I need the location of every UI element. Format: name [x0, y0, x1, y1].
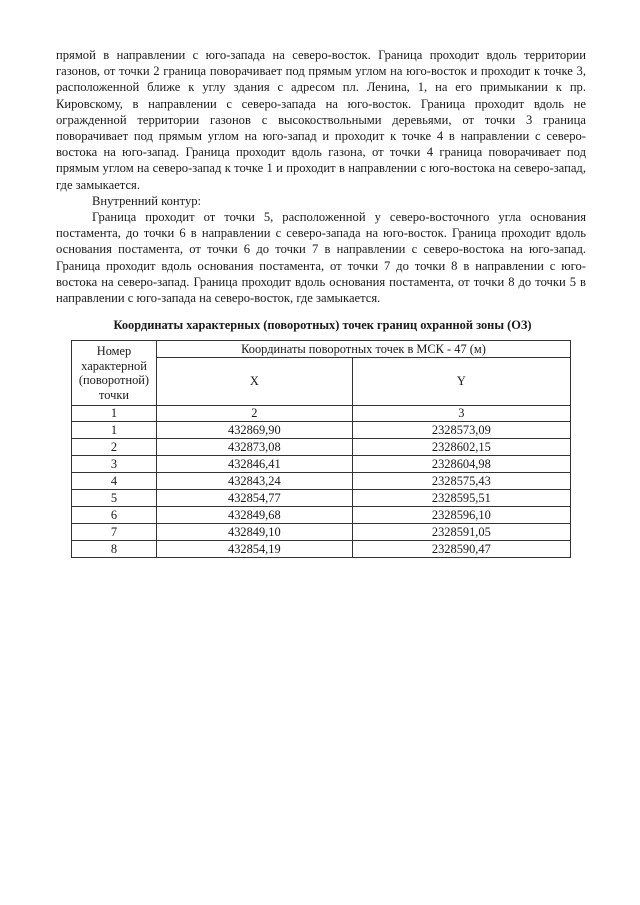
- column-index-cell: 1: [72, 406, 157, 422]
- coordinates-group-header: Координаты поворотных точек в МСК - 47 (м): [157, 341, 571, 358]
- table-row: [72, 439, 571, 456]
- point-number-cell: 8: [72, 541, 157, 558]
- x-coordinate-cell: 432849,68: [157, 507, 353, 524]
- x-coordinate-cell: 432873,08: [157, 439, 353, 456]
- column-index-cell: 3: [352, 406, 570, 422]
- table-row: [72, 541, 571, 558]
- table-row: [72, 456, 571, 473]
- y-coordinate-cell: 2328590,47: [352, 541, 570, 558]
- table-header-row: [72, 341, 571, 358]
- y-coordinate-cell: 2328591,05: [352, 524, 570, 541]
- x-coordinate-cell: 432854,19: [157, 541, 353, 558]
- table-row: [72, 490, 571, 507]
- x-coordinate-cell: 432849,10: [157, 524, 353, 541]
- y-column-header: Y: [352, 358, 570, 406]
- point-number-cell: 6: [72, 507, 157, 524]
- table-title: Координаты характерных (поворотных) точек границ охранной зоны (ОЗ): [113, 318, 532, 332]
- inner-contour-heading: Внутренний контур:: [92, 193, 202, 208]
- table-row: [72, 524, 571, 541]
- y-coordinate-cell: 2328575,43: [352, 473, 570, 490]
- y-coordinate-cell: 2328573,09: [352, 422, 570, 439]
- column-index-cell: 2: [157, 406, 353, 422]
- point-number-header: Номер характерной (поворотной) точки: [72, 341, 157, 406]
- x-column-header: X: [157, 358, 353, 406]
- coordinates-table: [71, 340, 571, 558]
- body-text: [56, 47, 586, 306]
- point-number-cell: 1: [72, 422, 157, 439]
- point-number-cell: 7: [72, 524, 157, 541]
- point-number-cell: 5: [72, 490, 157, 507]
- table-row: [72, 473, 571, 490]
- table-row: [72, 422, 571, 439]
- table-row: [72, 507, 571, 524]
- paragraph-inner-contour: Граница проходит от точки 5, расположенной у северо-восточного угла основания постамента, до точки 6 в направлении с северо-запада на юго-восток. Граница проходит вдоль основания постамента, от точки 6 до точки 7 в направлении с северо-востока на юго-запад. Граница проходит вдоль основания постамента, от точки 7 до точки 8 в направлении с юго-востока на северо-запад. Граница проходит вдоль основания постамента, от точки 8 до точки 5 в направлении с юго-запада на северо-восток, где замыкается.: [56, 210, 586, 306]
- point-number-cell: 4: [72, 473, 157, 490]
- point-number-cell: 2: [72, 439, 157, 456]
- y-coordinate-cell: 2328596,10: [352, 507, 570, 524]
- y-coordinate-cell: 2328604,98: [352, 456, 570, 473]
- x-coordinate-cell: 432869,90: [157, 422, 353, 439]
- x-coordinate-cell: 432854,77: [157, 490, 353, 507]
- point-number-cell: 3: [72, 456, 157, 473]
- x-coordinate-cell: 432846,41: [157, 456, 353, 473]
- paragraph-outer-contour-end: прямой в направлении с юго-запада на северо-восток. Граница проходит вдоль территории газонов, от точки 2 граница поворачивает под прямым углом на юго-восток и проходит к точке 3, расположенной ближе к углу здания с адресом пл. Ленина, 1, на его примыкании к пр. Кировскому, в направлении с северо-запада на юго-восток. Граница проходит вдоль не огражденной территории газонов с высокоствольными деревьями, от точки 3 граница поворачивает под прямым углом на юго-запад и проходит к точке 4 в направлении с северо-востока на юго-запад. Граница проходит вдоль газона, от точки 4 граница поворачивает под прямым углом на северо-запад к точке 1 и проходит в направлении с юго-востока на северо-запад, где замыкается.: [56, 48, 586, 192]
- y-coordinate-cell: 2328602,15: [352, 439, 570, 456]
- x-coordinate-cell: 432843,24: [157, 473, 353, 490]
- y-coordinate-cell: 2328595,51: [352, 490, 570, 507]
- column-index-row: [72, 406, 571, 422]
